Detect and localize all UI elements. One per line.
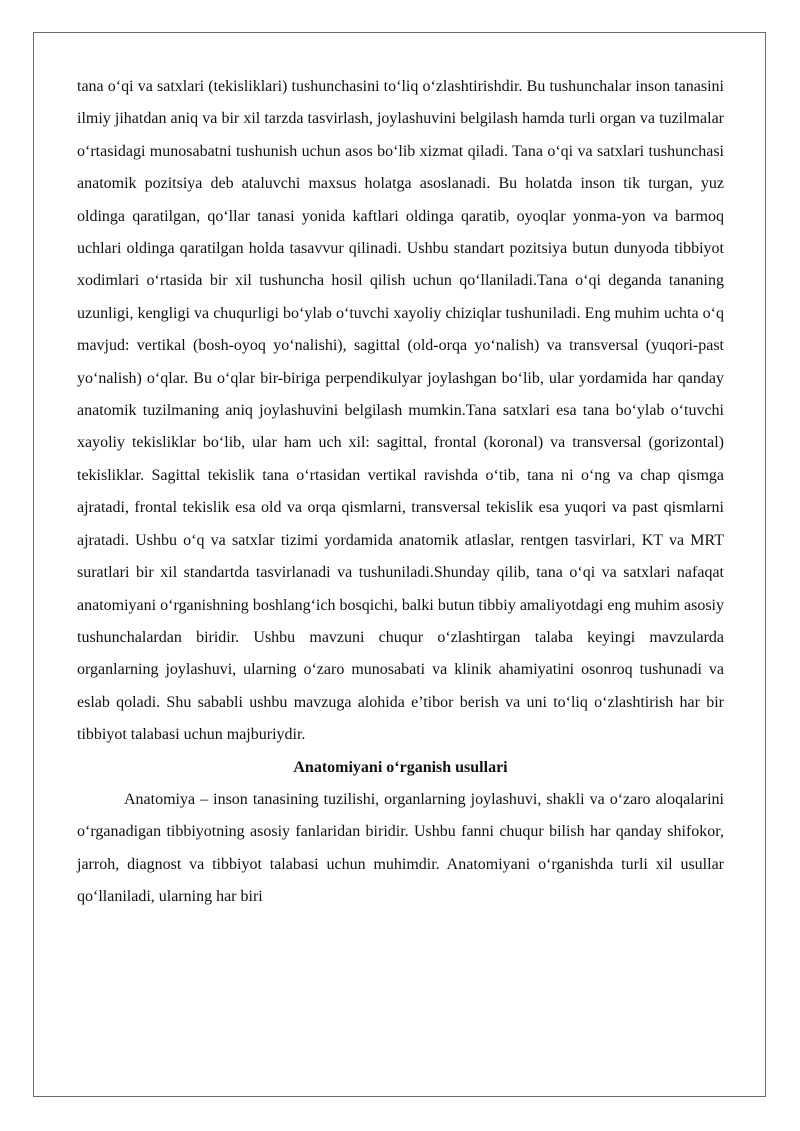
body-paragraph: tana o‘qi va satxlari (tekisliklari) tushunchasini to‘liq o‘zlashtirishdir. Bu tushunchalar inson tanasini ilmiy jihatdan aniq va bir xil tarzda tasvirlash, joylashuvini belgilash hamda turli organ va tuzilmalar o‘rtasidagi munosabatni tushunish uchun asos bo‘lib xizmat qiladi. Tana o‘qi va satxlari tushunchasi anatomik pozitsiya deb ataluvchi maxsus holatga asoslanadi. Bu holatda inson tik turgan, yuz oldinga qaratilgan, qo‘llar tanasi yonida kaftlari oldinga qaratib, oyoqlar yonma-yon va barmoq uchlari oldinga qaratilgan holda tasavvur qilinadi. Ushbu standart pozitsiya butun dunyoda tibbiyot xodimlari o‘rtasida bir xil tushuncha hosil qilish uchun qo‘llaniladi.Tana o‘qi deganda tananing uzunligi, kengligi va chuqurligi bo‘ylab o‘tuvchi xayoliy chiziqlar tushuniladi. Eng muhim uchta o‘q mavjud: vertikal (bosh-oyoq yo‘nalishi), sagittal (old-orqa yo‘nalish) va transversal (yuqori-past yo‘nalish) o‘qlar. Bu o‘qlar bir-biriga perpendikulyar joylashgan bo‘lib, ular yordamida har qanday anatomik tuzilmaning aniq joylashuvini belgilash mumkin.Tana satxlari esa tana bo‘ylab o‘tuvchi xayoliy tekisliklar bo‘lib, ular ham uch xil: sagittal, frontal (koronal) va transversal (gorizontal) tekisliklar. Sagittal tekislik tana o‘rtasidan vertikal ravishda o‘tib, tana ni o‘ng va chap qismga ajratadi, frontal tekislik esa old va orqa qismlarni, transversal tekislik esa yuqori va past qismlarni ajratadi. Ushbu o‘q va satxlar tizimi yordamida anatomik atlaslar, rentgen tasvirlari, KT va MRT suratlari bir xil standartda tasvirlanadi va tushuniladi.Shunday qilib, tana o‘qi va satxlari nafaqat anatomiyani o‘rganishning boshlang‘ich bosqichi, balki butun tibbiy amaliyotdagi eng muhim asosiy tushunchalardan biridir. Ushbu mavzuni chuqur o‘zlashtirgan talaba keyingi mavzularda organlarning joylashuvi, ularning o‘zaro munosabati va klinik ahamiyatini osonroq tushunadi va eslab qoladi. Shu sababli ushbu mavzuga alohida e’tibor berish va uni to‘liq o‘zlashtirish har bir tibbiyot talabasi uchun majburiydir. <box>77 78 724 744</box>
document-body <box>77 71 724 914</box>
body-paragraph: Anatomiya – inson tanasining tuzilishi, organlarning joylashuvi, shakli va o‘zaro aloqalarini o‘rganadigan tibbiyotning asosiy fanlaridan biridir. Ushbu fanni chuqur bilish har qanday shifokor, jarroh, diagnost va tibbiyot talabasi uchun muhimdir. Anatomiyani o‘rganishda turli xil usullar qo‘llaniladi, ularning har biri <box>77 790 724 906</box>
section-heading: Anatomiyani o‘rganish usullari <box>293 758 508 776</box>
